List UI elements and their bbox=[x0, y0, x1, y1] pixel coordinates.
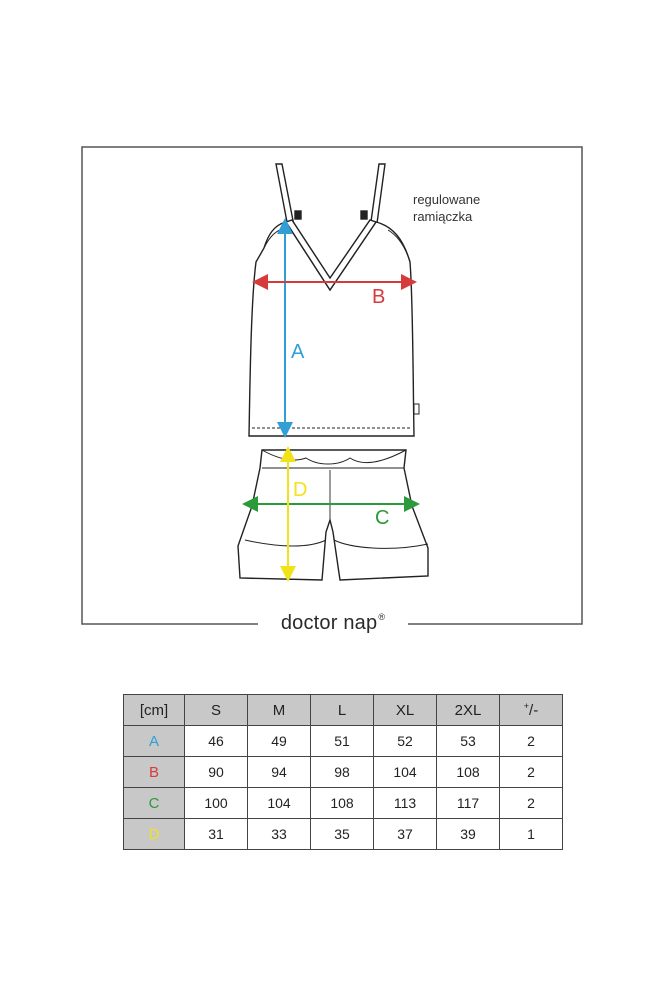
shorts-drawing bbox=[238, 450, 428, 580]
table-cell: 90 bbox=[185, 757, 248, 788]
size-header: M bbox=[248, 695, 311, 726]
table-cell: 108 bbox=[437, 757, 500, 788]
table-cell: 53 bbox=[437, 726, 500, 757]
table-cell: 100 bbox=[185, 788, 248, 819]
table-cell: 98 bbox=[311, 757, 374, 788]
tolerance-minus: - bbox=[533, 702, 539, 719]
strap-note-line-1: regulowane bbox=[413, 192, 481, 207]
tolerance-cell: 2 bbox=[500, 726, 563, 757]
brand-name: doctor nap bbox=[280, 612, 378, 634]
measure-c-label: C bbox=[375, 507, 390, 529]
table-cell: 52 bbox=[374, 726, 437, 757]
row-label-c: C bbox=[124, 788, 185, 819]
tolerance-cell: 2 bbox=[500, 757, 563, 788]
measure-a-label: A bbox=[291, 341, 305, 363]
size-table-header-row bbox=[124, 695, 563, 726]
table-cell: 113 bbox=[374, 788, 437, 819]
table-cell: 94 bbox=[248, 757, 311, 788]
tolerance-cell: 2 bbox=[500, 788, 563, 819]
table-cell: 37 bbox=[374, 819, 437, 850]
size-table-corner: [cm] bbox=[124, 695, 185, 726]
table-cell: 51 bbox=[311, 726, 374, 757]
table-cell: 117 bbox=[437, 788, 500, 819]
row-label-a: A bbox=[124, 726, 185, 757]
tolerance-cell: 1 bbox=[500, 819, 563, 850]
size-table bbox=[123, 694, 563, 850]
row-label-b: B bbox=[124, 757, 185, 788]
strap-note-line-2: ramiączka bbox=[413, 209, 473, 224]
brand-logo bbox=[258, 608, 408, 638]
brand-registered-mark: ® bbox=[378, 612, 386, 622]
table-row bbox=[124, 819, 563, 850]
tolerance-header: +/- bbox=[500, 695, 563, 726]
table-cell: 104 bbox=[248, 788, 311, 819]
table-row bbox=[124, 757, 563, 788]
table-cell: 33 bbox=[248, 819, 311, 850]
camisole-drawing bbox=[249, 164, 419, 436]
tolerance-plus: + bbox=[523, 701, 530, 711]
size-header: 2XL bbox=[437, 695, 500, 726]
table-cell: 49 bbox=[248, 726, 311, 757]
table-cell: 108 bbox=[311, 788, 374, 819]
table-cell: 31 bbox=[185, 819, 248, 850]
measure-d-label: D bbox=[293, 479, 308, 501]
table-cell: 39 bbox=[437, 819, 500, 850]
table-cell: 46 bbox=[185, 726, 248, 757]
size-header: S bbox=[185, 695, 248, 726]
table-row bbox=[124, 788, 563, 819]
table-cell: 35 bbox=[311, 819, 374, 850]
strap-note bbox=[413, 191, 480, 225]
size-header: XL bbox=[374, 695, 437, 726]
table-cell: 104 bbox=[374, 757, 437, 788]
size-header: L bbox=[311, 695, 374, 726]
measure-b-label: B bbox=[372, 286, 386, 308]
row-label-d: D bbox=[124, 819, 185, 850]
table-row bbox=[124, 726, 563, 757]
